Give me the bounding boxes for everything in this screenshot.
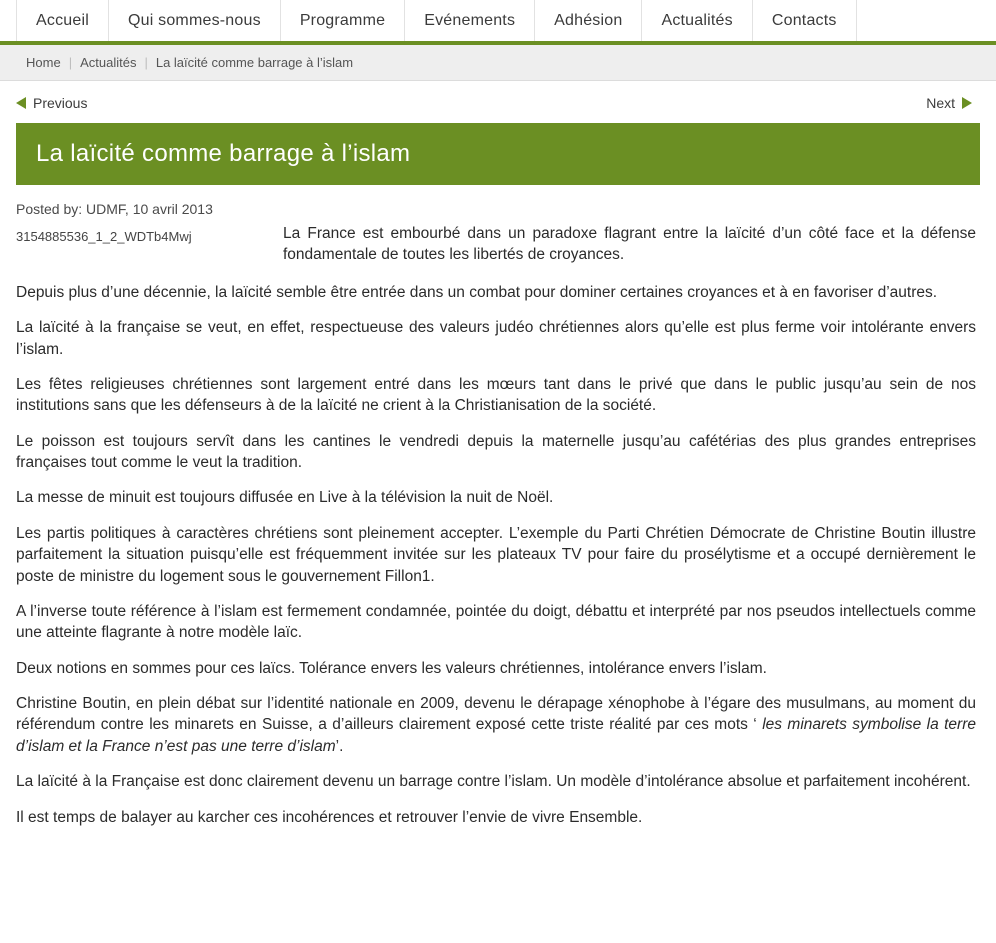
article-paragraph: Les partis politiques à caractères chrétiens sont pleinement accepter. L’exemple du Parti Chrétien Démocrate de Christine Boutin illustre parfaitement la situation puisqu’elle est fréquemment invitée sur les plateaux TV pour faire du prosélytisme et a occupé dernièrement le poste de ministre du logement sous le gouvernement Fillon1. [16, 524, 976, 585]
nav-item-actualites[interactable]: Actualités [642, 0, 752, 41]
article-paragraph: Le poisson est toujours servît dans les cantines le vendredi depuis la maternelle jusqu’au cafétérias des plus grandes entreprises françaises tout comme le veut la tradition. [16, 432, 976, 471]
quote-prefix: Christine Boutin, en plein débat sur l’identité nationale en 2009, devenu le dérapage xénophobe à l’égare des musulmans, au moment du référendum contre les minarets en Suisse, a d’ailleurs clairement exposé cette triste réalité par ces mots ‘ [16, 695, 976, 734]
breadcrumb-current: La laïcité comme barrage à l’islam [155, 55, 354, 70]
article-paragraph: Depuis plus d’une décennie, la laïcité semble être entrée dans un combat pour dominer certaines croyances et à en favoriser d’autres. [16, 283, 938, 301]
article-paragraph: A l’inverse toute référence à l’islam est fermement condamnée, pointée du doigt, débattu et interprété par nos pseudos intellectuels comme une atteinte flagrante à notre modèle laïc. [16, 602, 976, 642]
nav-item-adhesion[interactable]: Adhésion [535, 0, 642, 41]
quote-text: les minarets symbolise la terre d’islam et la France n’est pas une terre d’islam [16, 716, 976, 755]
article-image-alt-text: 3154885536_1_2_WDTb4Mwj [16, 229, 192, 244]
article-paragraph: La laïcité à la Française est donc clairement devenu un barrage contre l’islam. Un modèle d’intolérance absolue et parfaitement incohérent. [16, 773, 971, 791]
breadcrumb-actualites[interactable]: Actualités [80, 55, 137, 70]
breadcrumb [0, 45, 996, 81]
breadcrumb-separator: | [68, 55, 73, 70]
triangle-left-icon [16, 97, 26, 109]
article-paragraph: La laïcité à la française se veut, en effet, respectueuse des valeurs judéo chrétiennes alors qu’elle est plus ferme voir intolérante envers l’islam. [16, 319, 976, 358]
page-title: La laïcité comme barrage à l’islam [36, 140, 411, 167]
article-body [0, 223, 996, 866]
triangle-right-icon [962, 97, 972, 109]
article-paragraph: La messe de minuit est toujours diffusée en Live à la télévision la nuit de Noël. [16, 489, 554, 507]
next-label: Next [926, 95, 955, 111]
previous-label: Previous [33, 95, 88, 111]
next-article-link[interactable] [926, 95, 972, 111]
article-lead-row [16, 223, 976, 266]
article-meta: Posted by: UDMF, 10 avril 2013 [16, 201, 213, 217]
article-paragraph-quote [16, 693, 976, 757]
nav-item-contacts[interactable]: Contacts [753, 0, 857, 41]
article-lead-paragraph: La France est embourbé dans un paradoxe flagrant entre la laïcité d’un côté face et la défense fondamentale de toutes les libertés de croyances. [283, 225, 976, 264]
article-paragraph: Deux notions en sommes pour ces laïcs. Tolérance envers les valeurs chrétiennes, intolérance envers l’islam. [16, 659, 767, 677]
article-paragraph: Les fêtes religieuses chrétiennes sont largement entré dans les mœurs tant dans le privé que dans le public jusqu’au sein de nos institutions sans que les défenseurs à de la laïcité ne crient à la Christianisation de la société. [16, 375, 976, 415]
article-paragraph: Il est temps de balayer au karcher ces incohérences et retrouver l’envie de vivre Ensemble. [16, 808, 643, 826]
main-navigation [0, 0, 996, 45]
article-title-banner [16, 123, 980, 185]
article-pager [0, 81, 996, 123]
breadcrumb-separator: | [144, 55, 148, 70]
breadcrumb-home[interactable]: Home [26, 55, 61, 70]
nav-item-evenements[interactable]: Evénements [405, 0, 535, 41]
nav-item-accueil[interactable]: Accueil [16, 0, 109, 41]
nav-item-programme[interactable]: Programme [281, 0, 405, 41]
nav-item-qui-sommes-nous[interactable]: Qui sommes-nous [109, 0, 281, 41]
previous-article-link[interactable] [16, 95, 87, 111]
quote-suffix: ’. [335, 737, 344, 755]
